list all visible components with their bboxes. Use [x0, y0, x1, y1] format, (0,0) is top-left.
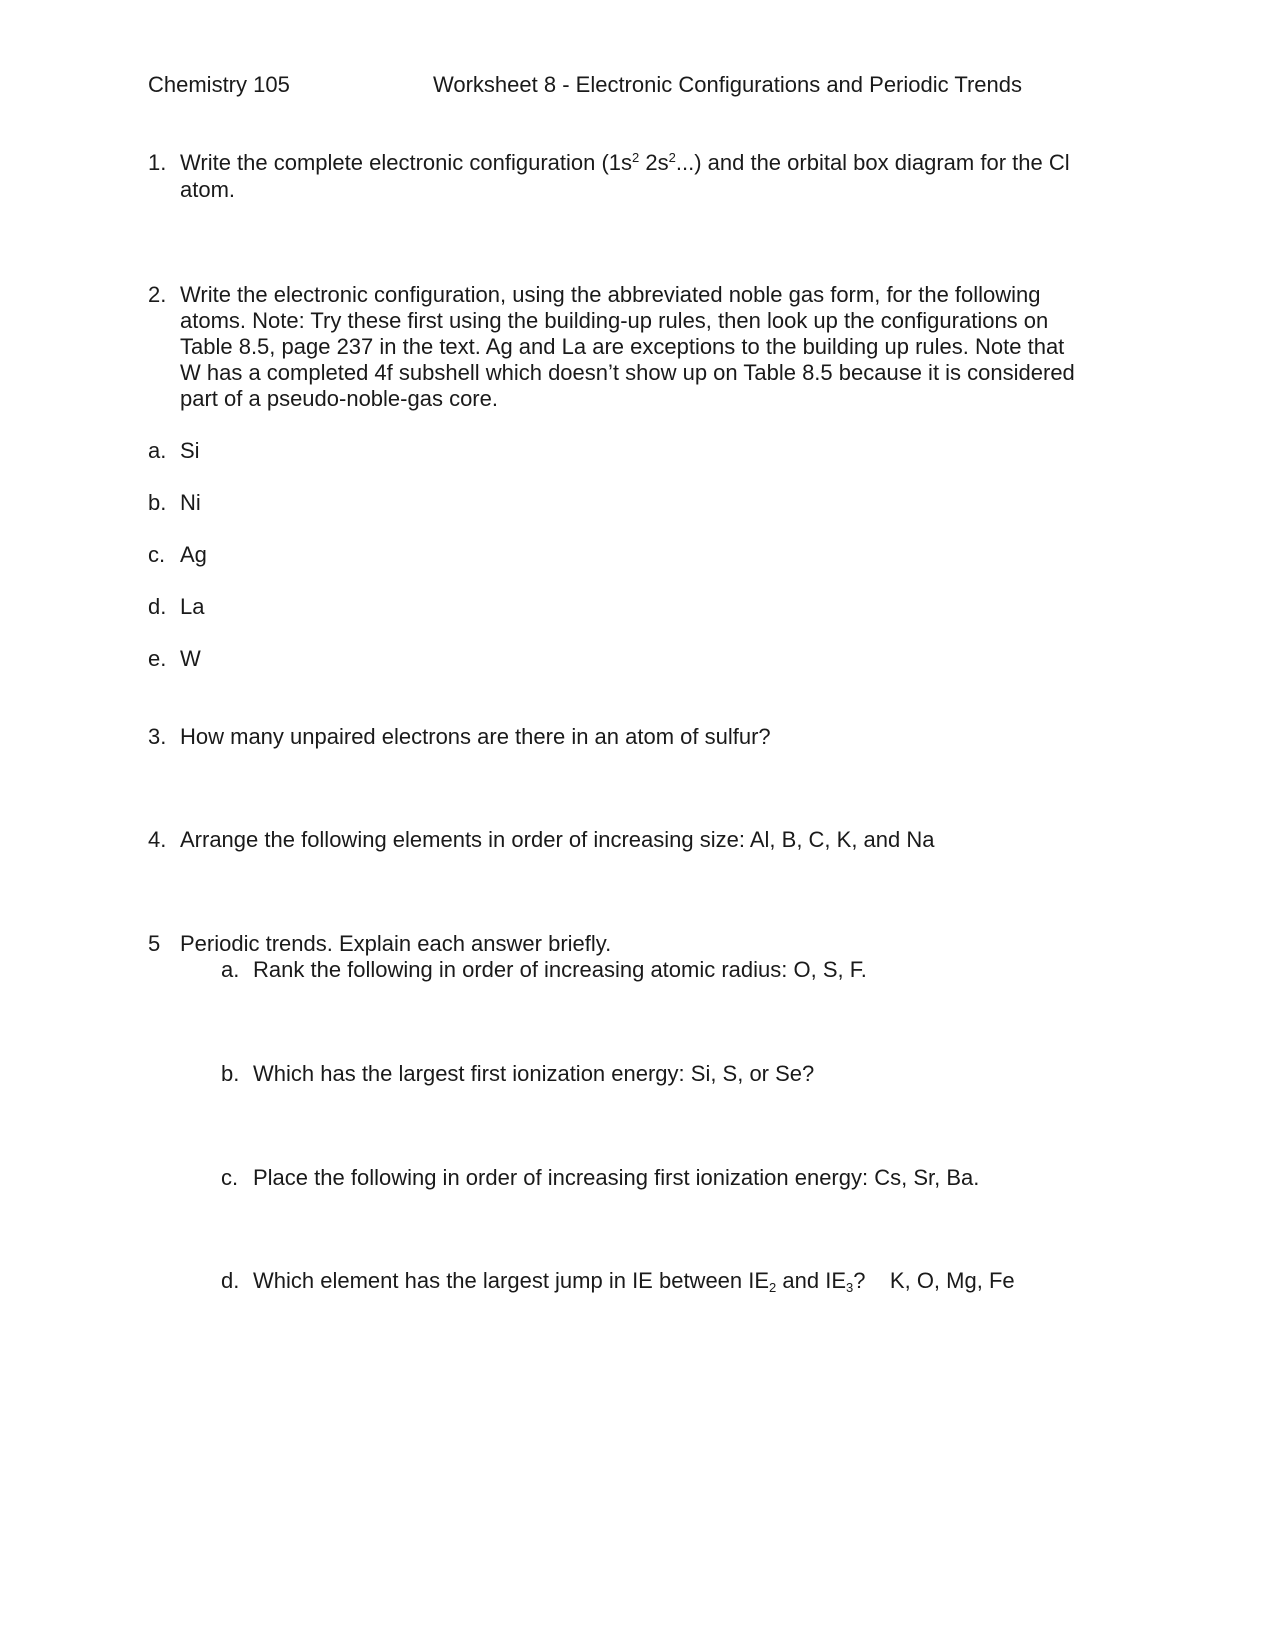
item-text: Ag	[180, 542, 207, 567]
question-number: 5	[148, 931, 161, 956]
item-text	[253, 1268, 1015, 1294]
question-number: 2.	[148, 282, 167, 307]
worksheet-title: Worksheet 8 - Electronic Configurations and Periodic Trends	[433, 72, 1022, 97]
item-letter: c.	[221, 1165, 239, 1190]
item-text: W	[180, 646, 201, 671]
question-number: 3.	[148, 724, 167, 749]
q1-text-b: 2s	[639, 150, 669, 175]
q5d-subscript-1: 2	[769, 1280, 777, 1295]
q1-text-a: Write the complete electronic configuration (1s	[180, 150, 633, 175]
item-letter: a.	[148, 438, 167, 463]
question-text-line: Write the electronic configuration, using the abbreviated noble gas form, for the following	[180, 282, 1041, 307]
item-letter: d.	[221, 1268, 240, 1293]
item-letter: b.	[148, 490, 167, 515]
q5d-text-a: Which element has the largest jump in IE between IE	[253, 1268, 770, 1293]
q1-superscript-1: 2	[632, 150, 640, 165]
question-number: 4.	[148, 827, 167, 852]
question-number: 1.	[148, 150, 167, 175]
item-letter: e.	[148, 646, 167, 671]
item-text: Si	[180, 438, 200, 463]
question-text-line: Table 8.5, page 237 in the text. Ag and La are exceptions to the building up rules. Note that	[180, 334, 1065, 359]
q1-superscript-2: 2	[668, 150, 676, 165]
question-text-line: W has a completed 4f subshell which doesn’t show up on Table 8.5 because it is considered	[180, 360, 1075, 385]
item-letter: c.	[148, 542, 166, 567]
item-text: Which has the largest first ionization energy: Si, S, or Se?	[253, 1061, 815, 1086]
question-text: How many unpaired electrons are there in an atom of sulfur?	[180, 724, 771, 749]
question-text-line: part of a pseudo-noble-gas core.	[180, 386, 498, 411]
item-text: Place the following in order of increasing first ionization energy: Cs, Sr, Ba.	[253, 1165, 980, 1190]
q5d-text-c: ? K, O, Mg, Fe	[853, 1268, 1015, 1293]
q1-text-c: ...) and the orbital box diagram for the Cl	[675, 150, 1070, 175]
item-letter: a.	[221, 957, 240, 982]
item-text: Rank the following in order of increasing atomic radius: O, S, F.	[253, 957, 867, 982]
question-text: Arrange the following elements in order of increasing size: Al, B, C, K, and Na	[180, 827, 935, 852]
q5d-text-b: and IE	[776, 1268, 846, 1293]
question-text	[180, 150, 1070, 176]
question-text-line: atoms. Note: Try these first using the building-up rules, then look up the configurations on	[180, 308, 1049, 333]
question-text-continued: atom.	[180, 177, 236, 202]
course-name: Chemistry 105	[148, 72, 290, 97]
item-text: La	[180, 594, 205, 619]
item-letter: b.	[221, 1061, 240, 1086]
q5d-subscript-2: 3	[846, 1280, 854, 1295]
item-letter: d.	[148, 594, 167, 619]
item-text: Ni	[180, 490, 201, 515]
question-text: Periodic trends. Explain each answer briefly.	[180, 931, 612, 956]
